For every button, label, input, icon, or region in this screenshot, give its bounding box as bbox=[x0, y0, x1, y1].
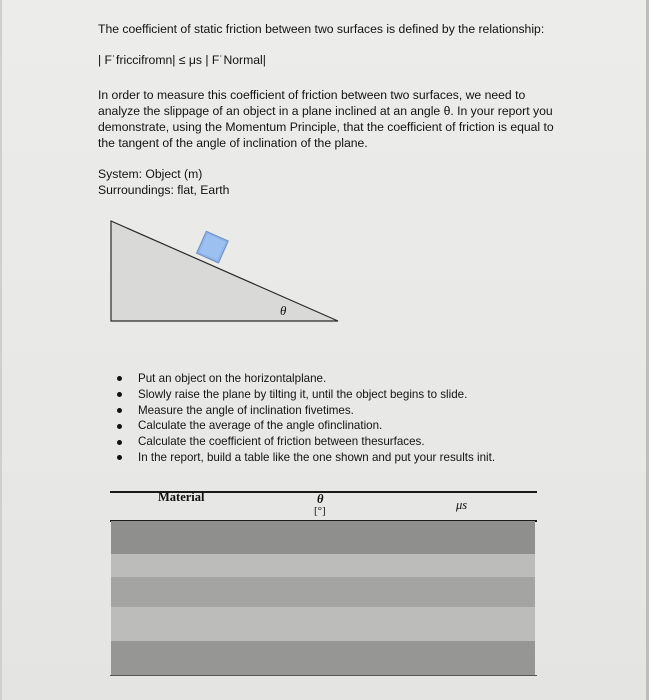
step-text: Slowly raise the plane by tilting it, until the object begins to slide. bbox=[138, 387, 468, 401]
list-item bbox=[117, 371, 495, 387]
step-text: Put an object on the horizontalplane. bbox=[138, 372, 327, 385]
step-text: Calculate the coefficient of friction between thesurfaces. bbox=[138, 435, 425, 449]
table-row bbox=[111, 641, 535, 675]
header-theta: θ bbox=[317, 492, 324, 506]
table-row bbox=[111, 577, 535, 607]
step-text: Measure the angle of inclination fivetimes. bbox=[138, 403, 354, 417]
header-mu: μs bbox=[456, 498, 468, 512]
bullet-icon bbox=[117, 455, 122, 460]
bullet-icon bbox=[117, 408, 122, 413]
explanation-paragraph bbox=[98, 87, 568, 151]
bullet-icon bbox=[117, 392, 122, 397]
table-row-spacer bbox=[111, 554, 535, 577]
bullet-icon bbox=[117, 440, 122, 445]
list-item bbox=[117, 387, 495, 403]
table-row-spacer bbox=[111, 607, 535, 641]
table-bottom-rule bbox=[110, 675, 537, 676]
step-text: In the report, build a table like the one shown and put your results init. bbox=[138, 450, 496, 464]
paragraph-line: demonstrate, using the Momentum Principle, that the coefficient of friction is equal to bbox=[98, 120, 554, 134]
paragraph-line: analyze the slippage of an object in a plane inclined at an angle θ. In your report you bbox=[98, 104, 553, 118]
procedure-list bbox=[117, 371, 495, 466]
angle-theta-label: θ bbox=[280, 303, 287, 318]
friction-formula: | F˙friccifromn| ≤ μs | F˙Normal| bbox=[98, 53, 266, 67]
table-row bbox=[111, 521, 535, 554]
definition-text: The coefficient of static friction between two surfaces is defined by the relationship: bbox=[98, 22, 545, 36]
bullet-icon bbox=[117, 424, 122, 429]
incline-diagram bbox=[110, 220, 342, 324]
page-border-left bbox=[0, 0, 2, 700]
header-material: Material bbox=[158, 490, 205, 504]
list-item bbox=[117, 434, 495, 450]
inclined-plane bbox=[111, 221, 338, 321]
paragraph-line: In order to measure this coefficient of friction between two surfaces, we need to bbox=[98, 88, 526, 102]
list-item bbox=[117, 403, 495, 419]
system-label: System: Object (m) bbox=[98, 167, 203, 181]
sliding-block bbox=[197, 231, 229, 263]
surroundings-label: Surroundings: flat, Earth bbox=[98, 183, 230, 197]
list-item bbox=[117, 418, 495, 434]
header-theta-unit: [°] bbox=[314, 505, 326, 517]
bullet-icon bbox=[117, 376, 122, 381]
paragraph-line: the tangent of the angle of inclination of the plane. bbox=[98, 136, 368, 150]
list-item bbox=[117, 450, 495, 466]
step-text: Calculate the average of the angle ofinclination. bbox=[138, 419, 383, 433]
